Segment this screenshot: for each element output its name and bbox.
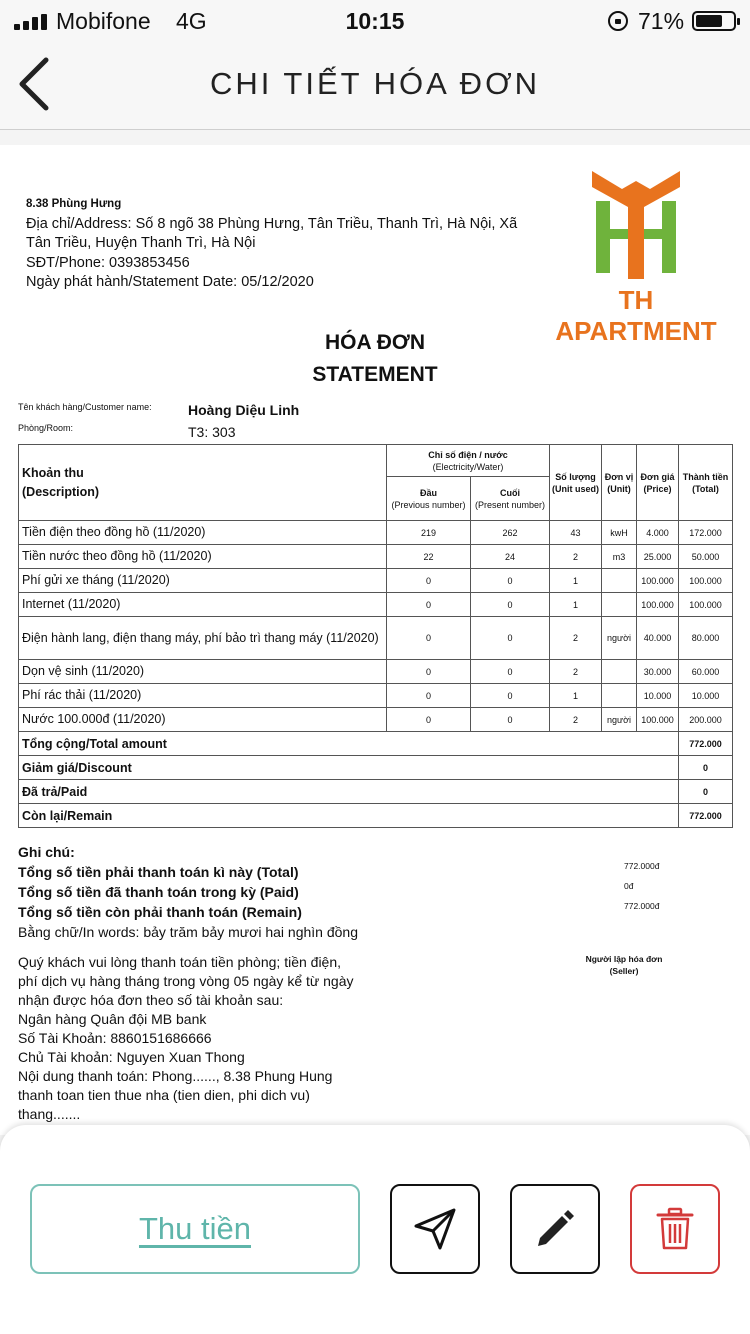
action-bar — [0, 1125, 750, 1334]
summary-row — [19, 804, 733, 828]
table-row — [19, 545, 733, 569]
notes-section — [18, 842, 358, 942]
customer-name: Hoàng Diệu Linh — [188, 402, 300, 418]
summary-label: Đã trả/Paid — [19, 780, 679, 804]
note-remain-label: Tổng số tiền còn phải thanh toán (Remain) — [18, 904, 302, 920]
customer-label: Tên khách hàng/Customer name: — [18, 402, 152, 412]
summary-row — [19, 780, 733, 804]
shop-name: 8.38 Phùng Hưng — [26, 198, 122, 210]
row-previous: 22 — [387, 545, 471, 569]
payment-line: phí dịch vụ hàng tháng trong vòng 05 ngày kể từ ngày — [18, 973, 354, 989]
row-description: Tiền điện theo đồng hồ (11/2020) — [19, 521, 387, 545]
room-label: Phòng/Room: — [18, 423, 74, 433]
summary-value: 0 — [679, 756, 733, 780]
payment-instructions — [18, 953, 378, 1124]
row-unit: m3 — [602, 545, 637, 569]
battery-icon — [692, 11, 736, 31]
rotation-lock-icon — [608, 11, 628, 31]
note-total-label: Tổng số tiền phải thanh toán kì này (Total) — [18, 864, 299, 880]
nav-bar — [0, 42, 750, 130]
row-present: 0 — [471, 684, 550, 708]
row-previous: 219 — [387, 521, 471, 545]
row-description: Nước 100.000đ (11/2020) — [19, 708, 387, 732]
row-previous: 0 — [387, 569, 471, 593]
amount-in-words: Bằng chữ/In words: bảy trăm bảy mươi hai nghìn đồng — [18, 924, 358, 940]
row-total: 100.000 — [679, 569, 733, 593]
shop-phone: SĐT/Phone: 0393853456 — [26, 254, 190, 271]
logo-text: TH APARTMENT — [555, 285, 717, 346]
collect-payment-label: Thu tiền — [138, 1211, 251, 1246]
row-qty: 2 — [550, 660, 602, 684]
row-unit: người — [602, 708, 637, 732]
send-icon — [412, 1206, 458, 1252]
payment-line: Quý khách vui lòng thanh toán tiền phòng; tiền điện, — [18, 954, 342, 970]
battery-percent: 71% — [638, 8, 685, 34]
row-previous: 0 — [387, 684, 471, 708]
row-present: 0 — [471, 569, 550, 593]
row-qty: 1 — [550, 684, 602, 708]
summary-label: Tổng cộng/Total amount — [19, 732, 679, 756]
summary-value: 772.000 — [679, 732, 733, 756]
table-row — [19, 660, 733, 684]
notes-heading: Ghi chú: — [18, 844, 75, 860]
header-present: Cuối (Present number) — [471, 477, 550, 521]
row-description: Dọn vệ sinh (11/2020) — [19, 660, 387, 684]
row-price: 100.000 — [637, 569, 679, 593]
summary-value: 772.000 — [679, 804, 733, 828]
row-previous: 0 — [387, 660, 471, 684]
edit-button[interactable] — [510, 1184, 600, 1274]
payment-line: thang....... — [18, 1106, 81, 1122]
payment-line: Nội dung thanh toán: Phong......, 8.38 Phung Hung — [18, 1068, 333, 1084]
row-total: 60.000 — [679, 660, 733, 684]
row-previous: 0 — [387, 617, 471, 660]
row-present: 0 — [471, 660, 550, 684]
collect-payment-button[interactable] — [30, 1184, 360, 1274]
row-total: 100.000 — [679, 593, 733, 617]
note-remain-value: 772.000đ — [624, 901, 660, 911]
row-previous: 0 — [387, 593, 471, 617]
invoice-table — [18, 444, 733, 828]
row-description: Tiền nước theo đồng hồ (11/2020) — [19, 545, 387, 569]
header-unit: Đơn vị (Unit) — [602, 445, 637, 521]
status-bar — [0, 0, 750, 42]
invoice-title-en: STATEMENT — [312, 363, 438, 386]
table-row — [19, 617, 733, 660]
row-price: 30.000 — [637, 660, 679, 684]
network-type: 4G — [176, 8, 207, 34]
header-price: Đơn giá (Price) — [637, 445, 679, 521]
row-previous: 0 — [387, 708, 471, 732]
row-unit — [602, 593, 637, 617]
row-total: 172.000 — [679, 521, 733, 545]
pencil-icon — [532, 1206, 578, 1252]
table-row — [19, 593, 733, 617]
row-price: 100.000 — [637, 593, 679, 617]
delete-button[interactable] — [630, 1184, 720, 1274]
row-qty: 2 — [550, 545, 602, 569]
header-description: Khoản thu (Description) — [19, 445, 387, 521]
row-price: 10.000 — [637, 684, 679, 708]
status-time: 10:15 — [345, 8, 405, 34]
row-present: 262 — [471, 521, 550, 545]
header-meter: Chỉ số điện / nước (Electricity/Water) — [387, 445, 550, 477]
header-previous: Đầu (Previous number) — [387, 477, 471, 521]
page-title: CHI TIẾT HÓA ĐƠN — [209, 66, 541, 101]
header-qty: Số lượng (Unit used) — [550, 445, 602, 521]
summary-value: 0 — [679, 780, 733, 804]
logo-mark-icon — [540, 167, 732, 285]
row-unit: kwH — [602, 521, 637, 545]
shop-address-2: Tân Triều, Huyện Thanh Trì, Hà Nội — [26, 235, 256, 251]
row-total: 80.000 — [679, 617, 733, 660]
row-description: Điện hành lang, điện thang máy, phí bảo trì thang máy (11/2020) — [19, 617, 387, 660]
row-qty: 2 — [550, 617, 602, 660]
carrier-name: Mobifone — [56, 8, 151, 34]
trash-icon — [655, 1207, 695, 1251]
seller-signature-label: Người lập hóa đơn (Seller) — [585, 954, 663, 976]
row-qty: 1 — [550, 569, 602, 593]
summary-row — [19, 732, 733, 756]
shop-info — [26, 195, 546, 293]
row-total: 50.000 — [679, 545, 733, 569]
row-qty: 1 — [550, 593, 602, 617]
row-price: 40.000 — [637, 617, 679, 660]
table-row — [19, 521, 733, 545]
shop-address: Địa chỉ/Address: Số 8 ngõ 38 Phùng Hưng, Tân Triều, Thanh Trì, Hà Nội, Xã — [26, 215, 518, 232]
company-logo — [540, 167, 732, 346]
row-present: 24 — [471, 545, 550, 569]
note-total-value: 772.000đ — [624, 861, 660, 871]
payment-line: Chủ Tài khoản: Nguyen Xuan Thong — [18, 1049, 245, 1065]
table-row — [19, 569, 733, 593]
row-price: 4.000 — [637, 521, 679, 545]
row-description: Phí rác thải (11/2020) — [19, 684, 387, 708]
row-price: 25.000 — [637, 545, 679, 569]
invoice-document — [0, 145, 750, 1135]
payment-line: Số Tài Khoản: 8860151686666 — [18, 1030, 212, 1046]
note-paid-label: Tổng số tiền đã thanh toán trong kỳ (Paid) — [18, 884, 299, 900]
summary-label: Giảm giá/Discount — [19, 756, 679, 780]
table-row — [19, 708, 733, 732]
statement-date: Ngày phát hành/Statement Date: 05/12/2020 — [26, 274, 314, 290]
row-total: 200.000 — [679, 708, 733, 732]
row-present: 0 — [471, 617, 550, 660]
header-total: Thành tiền (Total) — [679, 445, 733, 521]
summary-label: Còn lại/Remain — [19, 804, 679, 828]
row-present: 0 — [471, 708, 550, 732]
summary-row — [19, 756, 733, 780]
row-total: 10.000 — [679, 684, 733, 708]
send-button[interactable] — [390, 1184, 480, 1274]
invoice-title: HÓA ĐƠN — [325, 331, 425, 354]
row-description: Phí gửi xe tháng (11/2020) — [19, 569, 387, 593]
payment-line: thanh toan tien thue nha (tien dien, phi dich vu) — [18, 1087, 310, 1103]
row-description: Internet (11/2020) — [19, 593, 387, 617]
row-price: 100.000 — [637, 708, 679, 732]
room-value: T3: 303 — [188, 424, 236, 440]
row-unit — [602, 569, 637, 593]
row-qty: 43 — [550, 521, 602, 545]
row-present: 0 — [471, 593, 550, 617]
row-unit: người — [602, 617, 637, 660]
payment-line: nhận được hóa đơn theo số tài khoản sau: — [18, 992, 284, 1008]
payment-line: Ngân hàng Quân đội MB bank — [18, 1011, 207, 1027]
row-unit — [602, 660, 637, 684]
table-row — [19, 684, 733, 708]
row-unit — [602, 684, 637, 708]
note-paid-value: 0đ — [624, 881, 634, 891]
row-qty: 2 — [550, 708, 602, 732]
